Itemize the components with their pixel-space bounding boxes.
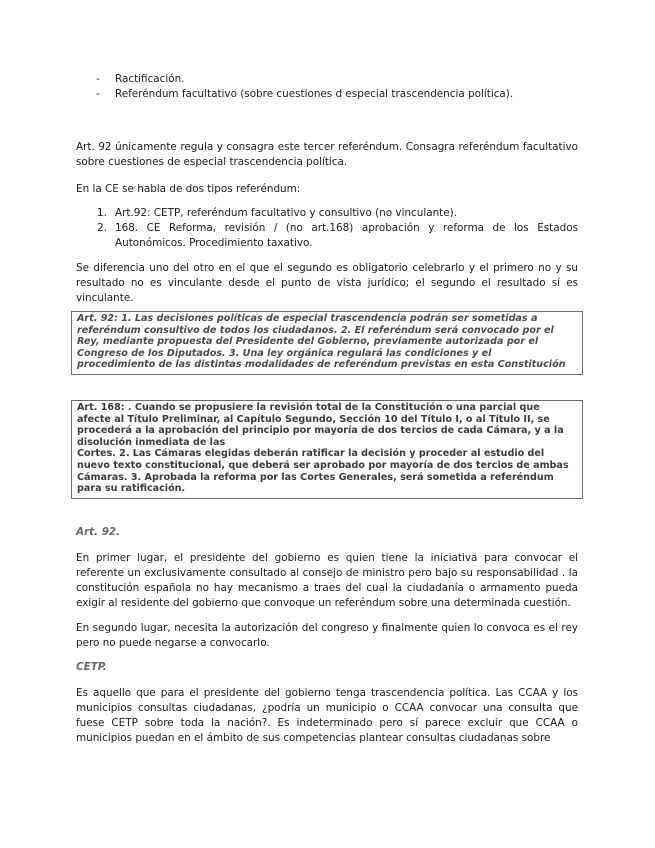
section-heading-cetp: CETP. [76,660,107,673]
paragraph-primer-lugar: En primer lugar, el presidente del gobierno es quien tiene la iniciativa para convocar el referente un exclusivamente consultado al consejo de ministro pero bajo su responsabilidad . la constitución española no hay mecanismo a traes del cual la ciudadanía o armamento pueda exigir al residente del gobierno que convoque un referéndum sobre una determinada cuestión. [76,551,578,609]
paragraph-diferencia: Se diferencia uno del otro en el que el segundo es obligatorio celebrarlo y el primero no y su resultado no es vinculante desde el punto de vista jurídico; el segundo el resultado sí es vinculante. [76,262,578,304]
quote-line: para su ratificación. [77,483,186,495]
quote-line: afecte al Título Preliminar, al Capítulo Segundo, Sección 10 del Título I, o al Título II, se [77,413,550,425]
numbered-list [76,206,578,251]
paragraph-cetp: Es aquello que para el presidente del gobierno tenga trascendencia política. Las CCAA y los municipios consultas ciudadanas, ¿podría un municipio o CCAA convocar una consulta que fuese CETP sobre toda la nación?. Es indeterminado pero sí parece excluir que CCAA o municipios puedan en el ámbito de sus competencias plantear consultas ciudadanas sobre [76,686,578,744]
list-item-text: 168. CE Reforma, revisión / (no art.168) aprobación y reforma de los Estados Autonómicos. Procedimiento taxativo. [115,222,578,249]
dash-list [76,72,578,102]
list-item-text: Referéndum facultativo (sobre cuestiones d especial trascendencia política). [115,88,514,100]
list-item [76,221,578,251]
quote-line: procederá a la aprobación del principio por mayoría de dos tercios de cada Cámara, y a la [77,425,564,437]
quote-box-art168 [71,400,583,499]
quote-line: Cámaras. 3. Aprobada la reforma por las Cortes Generales, será sometida a referéndum [77,471,554,483]
list-item-text: Art.92: CETP, referéndum facultativo y consultivo (no vinculante). [115,207,458,219]
quote-box-art92 [71,311,583,375]
quote-line: disolución inmediata de las [77,436,226,448]
paragraph-dos-tipos: En la CE se habla de dos tipos referéndum: [76,183,301,195]
dash-bullet: - [96,88,100,100]
quote-line: procedimiento de las distintas modalidades de referéndum previstas en esta Constitución [77,359,566,371]
quote-line: Art. 92: 1. Las decisiones políticas de especial trascendencia podrán ser sometidas a [77,313,538,324]
list-number: 1. [97,207,107,219]
list-item [76,72,578,87]
list-item [76,206,578,221]
dash-bullet: - [96,73,100,85]
quote-line: Rey, mediante propuesta del Presidente del Gobierno, previamente autorizada por el [77,336,539,348]
quote-line: Cortes. 2. Las Cámaras elegidas deberán ratificar la decisión y proceder al estudio del [77,448,545,460]
paragraph-segundo-lugar: En segundo lugar, necesita la autorización del congreso y finalmente quien lo convoca es el rey pero no puede negarse a convocarlo. [76,621,578,649]
paragraph-art92-intro: Art. 92 únicamente regula y consagra este tercer referéndum. Consagra referéndum facultativo sobre cuestiones de especial trascendencia política. [76,141,578,168]
list-item-text: Ractificación. [115,73,185,85]
document-page [76,72,578,746]
quote-line: Art. 168: . Cuando se propusiere la revisión total de la Constitución o una parcial que [77,401,540,413]
section-heading-art92: Art. 92. [76,525,121,538]
quote-line: nuevo texto constitucional, que deberá ser aprobado por mayoría de dos tercios de ambas [77,459,569,471]
list-number: 2. [97,222,107,234]
quote-line: referéndum consultivo de todos los ciudadanos. 2. El referéndum será convocado por el [77,324,554,336]
list-item [76,87,578,102]
quote-line: Congreso de los Diputados. 3. Una ley orgánica regulará las condiciones y el [77,347,492,359]
